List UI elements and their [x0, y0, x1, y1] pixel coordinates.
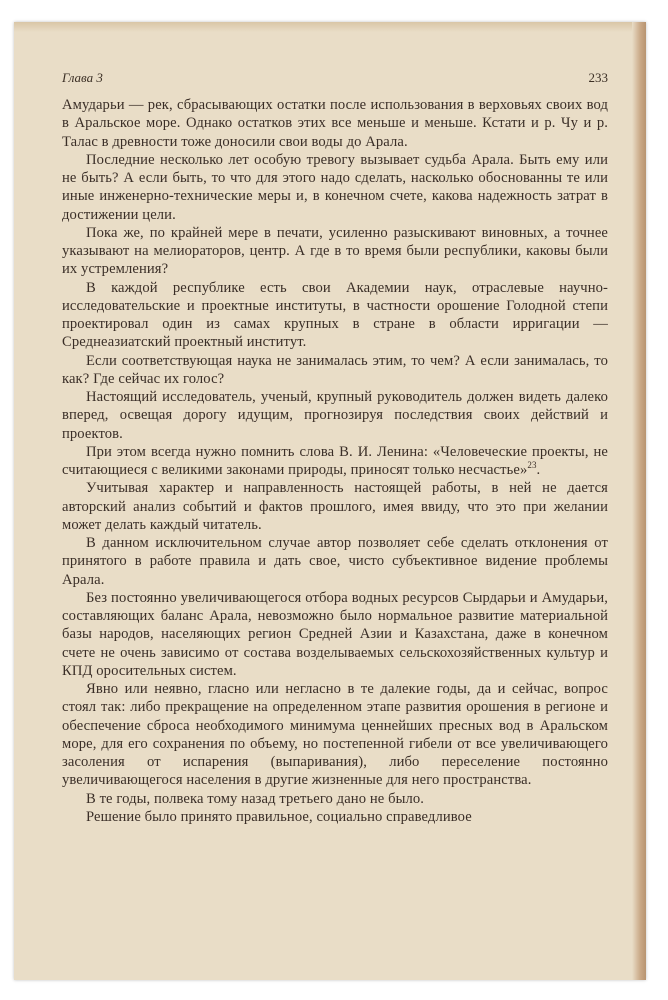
paragraph: Решение было принято правильное, социально справедливое [86, 808, 472, 825]
running-header [62, 70, 608, 92]
chapter-title: Глава 3 [62, 70, 103, 85]
paragraph: Явно или неявно, гласно или негласно в те далекие годы, да и сейчас, вопрос стоял так: либо прекращение на определенном этапе развития орошения в регионе и обеспечение сброса необходимого минимума ценнейших пресных вод в Аральском море, для его сохранения по объему, но постепенной гибели от все увеличивающего засоления от испарения (выпаривания), либо переселение постоянно увеличивающегося населения в другие жизненные для него пространства. [62, 681, 608, 789]
footnote-ref: 23 [527, 460, 537, 471]
paragraph: Без постоянно увеличивающегося отбора водных ресурсов Сырдарьи и Амударьи, составляющих баланс Арала, невозможно было нормальное развитие материальной базы народов, населяющих регион Средней Азии и Казахстана, даже в конечном счете не очень зависимо от состава возделываемых сельскохозяйственных культур и КПД оросительных систем. [62, 589, 608, 679]
paragraph: Учитывая характер и направленность настоящей работы, в ней не дается авторский анализ событий и фактов прошлого, имея ввиду, что это при желании может делать каждый читатель. [62, 480, 608, 533]
page-number: 233 [588, 70, 608, 85]
paragraph: Настоящий исследователь, ученый, крупный руководитель должен видеть далеко вперед, освещая дорогу идущим, прогнозируя последствия своих действий и проектов. [62, 389, 608, 442]
paragraph: В каждой республике есть свои Академии наук, отраслевые научно-исследовательские и проектные институты, в частности орошение Голодной степи проектировал один из самах крупных в стране в области ирригации — Среднеазиатский проектный институт. [62, 279, 608, 351]
body-text [62, 96, 608, 826]
paragraph: В те годы, полвека тому назад третьего дано не было. [86, 790, 425, 807]
paragraph: Пока же, по крайней мере в печати, усиленно разыскивают виновных, а точнее указывают на мелиораторов, центр. А где в то время были республики, каковы были их устремления? [62, 224, 608, 278]
paragraph: Амударьи — рек, сбрасывающих остатки после использования в верховьях своих вод в Аральское море. Однако остатков этих все меньше и меньше. Кстати и р. Чу и р. Талас в древности тоже доносили свои воды до Арала. [62, 97, 608, 150]
page-gutter [632, 22, 646, 980]
paragraph: При этом всегда нужно помнить слова В. И. Ленина: «Человеческие проекты, не считающиеся с великими законами природы, приносят только несчастье»$^{23}$. [62, 443, 608, 478]
paragraph: Последние несколько лет особую тревогу вызывает судьба Арала. Быть ему или не быть? А если быть, то что для этого надо сделать, насколько обоснованны те или иные инженерно-технические меры и, в конечном счете, какова надежность затрат в достижении цели. [62, 151, 608, 223]
paragraph: В данном исключительном случае автор позволяет себе сделать отклонения от принятого в работе правила и дать свое, чисто субъективное видение проблемы Арала. [62, 535, 608, 588]
paragraph: Если соответствующая наука не занималась этим, то чем? А если занималась, то как? Где сейчас их голос? [62, 352, 608, 387]
page-top-shadow [14, 22, 646, 32]
